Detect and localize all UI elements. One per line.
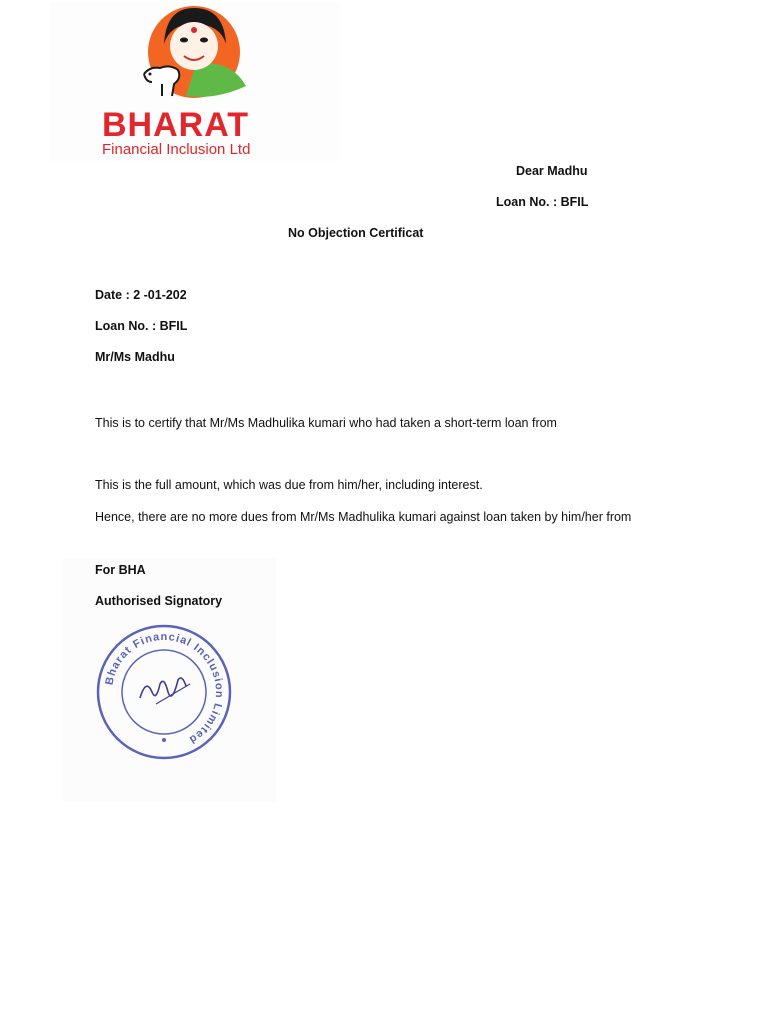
authorised-signatory: Authorised Signatory [95, 594, 223, 608]
company-logo [50, 2, 340, 162]
document-title: No Objection Certificat [288, 226, 424, 240]
svg-text:Bharat Financial Inclusion Lim: Bharat Financial Inclusion Limited [103, 630, 226, 747]
for-company-line: For BHA [95, 563, 146, 577]
date-line: Date : 2 -01-202 [95, 288, 187, 302]
loan-number-line: Loan No. : BFIL [95, 319, 188, 333]
recipient-name: Mr/Ms Madhu [95, 350, 175, 364]
brand-name: BHARAT [102, 106, 250, 144]
mascot-logo-icon [136, 4, 252, 100]
no-dues-paragraph: Hence, there are no more dues from Mr/Ms Madhulika kumari against loan taken by him/her from [95, 510, 632, 524]
header-loan-number: Loan No. : BFIL [496, 195, 589, 209]
greeting: Dear Madhu [516, 164, 588, 178]
brand-subtitle: Financial Inclusion Ltd [102, 141, 251, 158]
certify-paragraph: This is to certify that Mr/Ms Madhulika kumari who had taken a short-term loan from [95, 416, 557, 430]
full-amount-paragraph: This is the full amount, which was due from him/her, including interest. [95, 478, 483, 492]
company-seal-icon [94, 622, 234, 762]
